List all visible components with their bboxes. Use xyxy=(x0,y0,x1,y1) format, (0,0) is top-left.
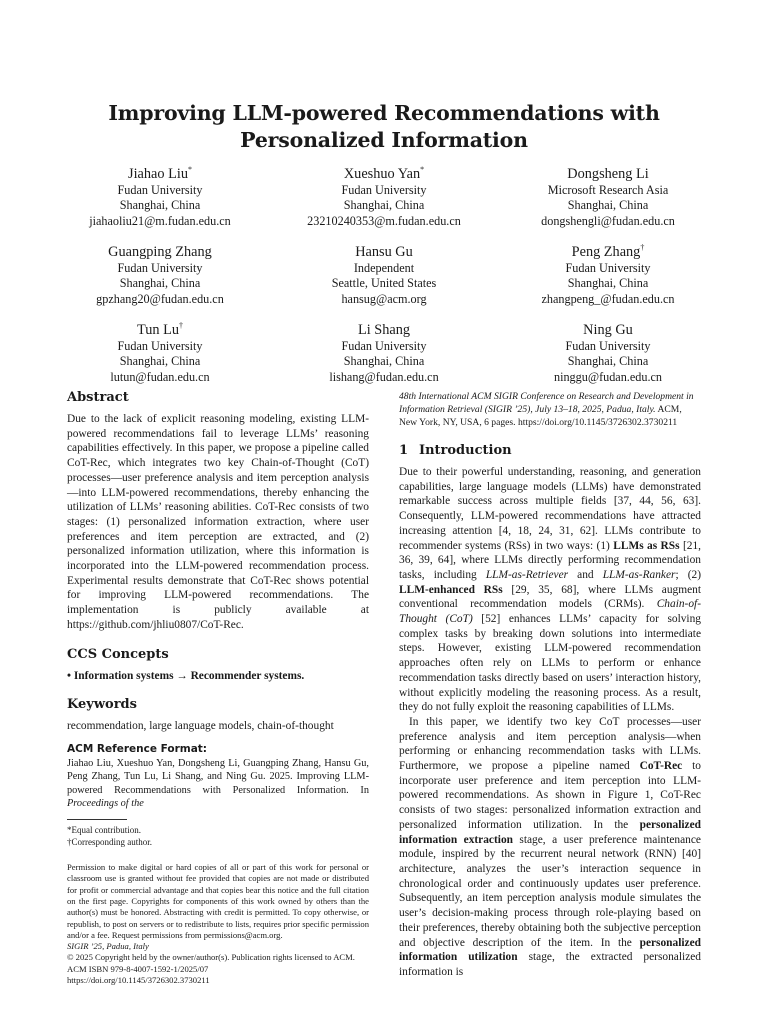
author-name: Dongsheng Li xyxy=(567,165,649,182)
author-row xyxy=(60,239,708,317)
author-email[interactable]: jiahaoliu21@m.fudan.edu.cn xyxy=(89,213,231,228)
author-card xyxy=(284,317,484,395)
author-email[interactable]: lishang@fudan.edu.cn xyxy=(329,369,439,384)
acm-reference-heading: ACM Reference Format: xyxy=(67,742,207,755)
ccs-heading: CCS Concepts xyxy=(67,646,169,662)
author-name: Hansu Gu xyxy=(355,243,413,260)
author-affiliation: Fudan University xyxy=(565,260,651,275)
author-name: Li Shang xyxy=(357,321,411,338)
intro-heading: 1 Introduction xyxy=(399,443,512,458)
author-affiliation: Fudan University xyxy=(117,182,203,197)
author-location: Shanghai, China xyxy=(119,354,201,369)
footnote-rule xyxy=(67,819,127,820)
footnote-corresponding: †Corresponding author. xyxy=(67,837,152,848)
keywords-text: recommendation, large language models, chain-of-thought xyxy=(67,720,334,733)
author-name: Xueshuo Yan* xyxy=(343,165,425,182)
author-affiliation: Fudan University xyxy=(341,338,427,353)
author-card xyxy=(284,161,484,239)
paper-title: Improving LLM-powered Recommendations with Personalized Information xyxy=(108,101,660,152)
abstract-heading: Abstract xyxy=(67,390,129,405)
footnote-equal: *Equal contribution. xyxy=(67,825,141,836)
author-email[interactable]: lutun@fudan.edu.cn xyxy=(110,369,210,384)
author-location: Shanghai, China xyxy=(567,198,649,213)
author-affiliation: Independent xyxy=(353,260,415,275)
permission-copyright: © 2025 Copyright held by the owner/author(s). Publication rights licensed to ACM. xyxy=(67,952,355,963)
keywords-heading: Keywords xyxy=(67,697,137,713)
intro-paragraph-2: In this paper, we identify two key CoT processes—user preference analysis and item perception analysis—when performing or enhancing recommendation tasks with LLMs. Furthermore, we propose a pipeline named CoT-Rec to incorporate user preference and item perception into LLM-powered recommendations. As shown in Figure 1, CoT-Rec consists of two stages: personalized information extraction and personalized information utilization. In the personalized information extraction stage, a user preference maintenance module, inspired by the recurrent neural network (RNN) [40] architecture, analyzes the user’s interaction sequence in chronological order and continuously updates user preference. Subsequently, an item perception analysis module simulates the user’s decision-making process through role-playing based on their preferences, thereby obtaining both the subjective perception and objective description of the item. In the personalized information utilization stage, the extracted personalized information is xyxy=(399,715,701,978)
author-location: Shanghai, China xyxy=(567,354,649,369)
author-block xyxy=(60,161,708,395)
ccs-text: • Information systems → Recommender systems. xyxy=(67,669,305,682)
author-affiliation: Fudan University xyxy=(117,338,203,353)
author-card xyxy=(508,239,708,317)
author-email[interactable]: hansug@acm.org xyxy=(341,291,427,306)
acm-reference-text: Jiahao Liu, Xueshuo Yan, Dongsheng Li, Guangping Zhang, Hansu Gu, Peng Zhang, Tun Lu, Li Shang, and Ning Gu. 2025. Improving LLM-powered Recommendations with Personalized Information. In Proceedings of the xyxy=(67,757,369,810)
author-card xyxy=(508,161,708,239)
right-column xyxy=(399,390,701,980)
permission-doi[interactable]: https://doi.org/10.1145/3726302.3730211 xyxy=(67,975,210,985)
author-location: Shanghai, China xyxy=(567,276,649,291)
author-name: Peng Zhang† xyxy=(571,243,645,260)
keywords-section xyxy=(67,697,369,734)
author-card xyxy=(60,239,260,317)
permission-venue: SIGIR ’25, Padua, Italy xyxy=(67,941,149,952)
author-affiliation: Fudan University xyxy=(117,260,203,275)
author-location: Shanghai, China xyxy=(343,354,425,369)
author-name: Jiahao Liu* xyxy=(128,165,192,182)
author-affiliation: Microsoft Research Asia xyxy=(547,182,669,197)
author-email[interactable]: gpzhang20@fudan.edu.cn xyxy=(96,291,224,306)
author-name: Guangping Zhang xyxy=(108,243,212,260)
author-card xyxy=(60,161,260,239)
permission-isbn: ACM ISBN 979-8-4007-1592-1/2025/07 xyxy=(67,963,209,974)
author-email[interactable]: 23210240353@m.fudan.edu.cn xyxy=(307,213,461,228)
intro-paragraph-1: Due to their powerful understanding, reasoning, and generation capabilities, large language models (LLMs) have demonstrated remarkable success across multiple fields [37, 44, 56, 63]. Consequently, LLM-powered recommendations have attracted increasing attention [4, 18, 24, 31, 62]. LLMs contribute to recommender systems (RSs) in two ways: (1) LLMs as RSs [21, 36, 39, 64], where LLMs directly performing recommendation tasks, including LLM-as-Retriever and LLM-as-Ranker; (2) LLM-enhanced RSs [29, 35, 68], where LLMs augment conventional recommendation models (CRMs). Chain-of-Thought (CoT) [52] enhances LLMs’ capacity for solving complex tasks by breaking down solutions into intermediate steps. However, existing LLM-powered recommendation approaches often rely on LLMs to perform or enhance recommendation tasks directly based on users’ interaction history, without explicitly modeling the reasoning process. As a result, they do not fully exploit the reasoning capabilities of LLMs. xyxy=(399,466,701,714)
author-email[interactable]: zhangpeng_@fudan.edu.cn xyxy=(541,291,675,306)
author-name: Ning Gu xyxy=(583,321,633,338)
left-column xyxy=(67,390,369,986)
permission-block xyxy=(67,862,369,986)
author-location: Seattle, United States xyxy=(331,276,437,291)
author-email[interactable]: ninggu@fudan.edu.cn xyxy=(553,369,663,384)
author-card xyxy=(284,239,484,317)
ccs-section xyxy=(67,647,369,684)
author-row xyxy=(60,161,708,239)
venue-note: 48th International ACM SIGIR Conference on Research and Development in Information Retrieval (SIGIR ’25), July 13–18, 2025, Padua, Italy. ACM, New York, NY, USA, 6 pages. https://doi.org/10.1145/3726302.3730211 xyxy=(399,391,694,428)
author-row xyxy=(60,317,708,395)
author-location: Shanghai, China xyxy=(119,198,201,213)
abstract-text: Due to the lack of explicit reasoning modeling, existing LLM-powered recommendations fail to leverage LLMs’ reasoning capabilities effectively. In this paper, we propose a pipeline called CoT-Rec, which integrates two key Chain-of-Thought (CoT) processes—user preference analysis and item perception analysis—into LLM-powered recommendations, thereby enhancing the utilization of LLMs’ reasoning abilities. CoT-Rec consists of two stages: (1) personalized information extraction, where user preferences and item perception are extracted, and (2) personalized information utilization, where this information is incorporated into the LLM-powered recommendation process. Experimental results demonstrate that CoT-Rec shows potential for improving LLM-powered recommendations. The implementation is publicly available at https://github.com/jhliu0807/CoT-Rec. xyxy=(67,413,369,631)
author-card xyxy=(508,317,708,395)
author-card xyxy=(60,317,260,395)
author-location: Shanghai, China xyxy=(343,198,425,213)
author-affiliation: Fudan University xyxy=(565,338,651,353)
author-email[interactable]: dongshengli@fudan.edu.cn xyxy=(541,213,675,228)
author-affiliation: Fudan University xyxy=(341,182,427,197)
permission-text: Permission to make digital or hard copies of all or part of this work for personal or classroom use is granted without fee provided that copies are not made or distributed for profit or commercial advantage and that copies bear this notice and the full citation on the first page. Copyrights for components of this work owned by others than the author(s) must be honored. Abstracting with credit is permitted. To copy otherwise, or republish, to post on servers or to redistribute to lists, requires prior specific permission and/or a fee. Request permissions from permissions@acm.org. xyxy=(67,862,369,940)
author-name: Tun Lu† xyxy=(137,321,183,338)
author-location: Shanghai, China xyxy=(119,276,201,291)
